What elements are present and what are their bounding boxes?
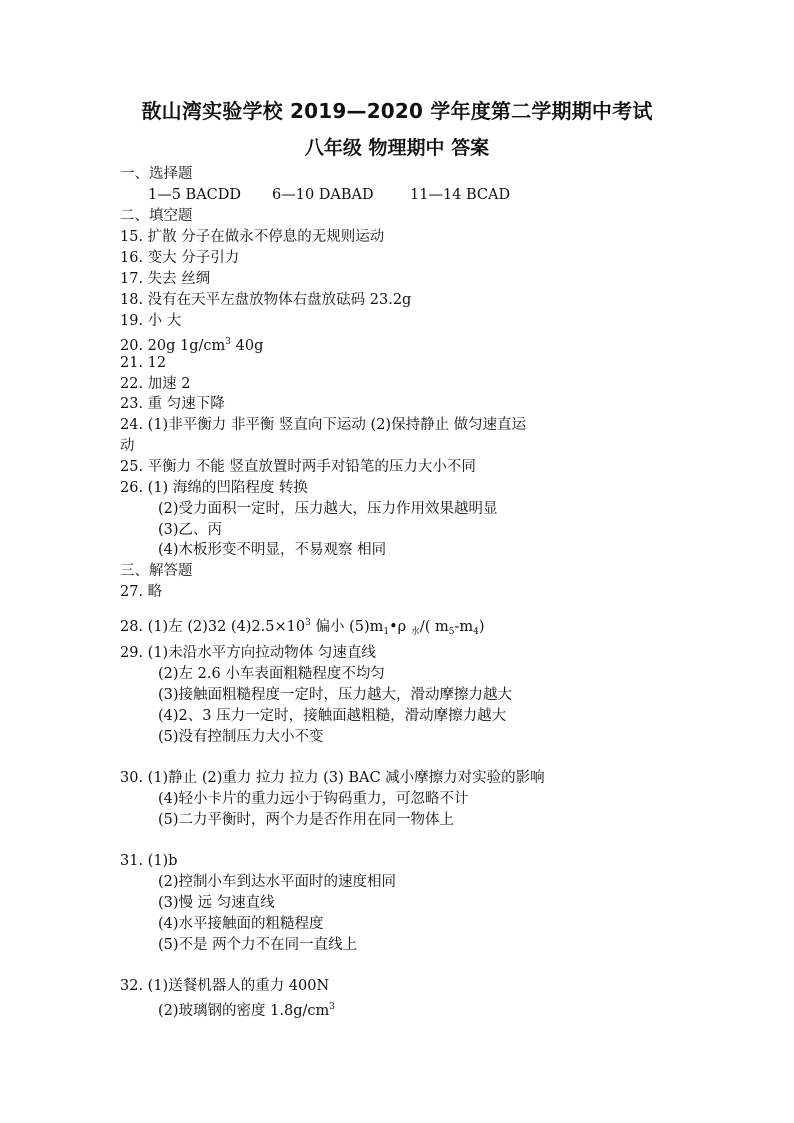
answer-20: 20. 20g $1g/cm^3$ 40g — [120, 337, 264, 354]
answer-30-part1: 30. (1)静止 (2)重力 拉力 拉力 (3) BAC 减小摩擦力对实验的影响 — [120, 770, 545, 786]
section-heading-solve: 三、解答题 — [120, 563, 193, 579]
answer-31-part1: 31. (1)b — [120, 853, 178, 869]
answer-30-part2: (4)轻小卡片的重力远小于钩码重力，可忽略不计 — [158, 791, 469, 807]
answer-19: 19. 小 大 — [120, 313, 182, 329]
answer-27: 27. 略 — [120, 584, 163, 600]
answer-31-part2: (2)控制小车到达水平面时的速度相同 — [158, 874, 397, 890]
section-heading-choice: 一、选择题 — [120, 166, 193, 182]
answer-31-part5: (5)不是 两个力不在同一直线上 — [158, 937, 358, 953]
answer-17: 17. 失去 丝绸 — [120, 271, 211, 287]
answer-15: 15. 扩散 分子在做永不停息的无规则运动 — [120, 229, 385, 245]
answer-21: 21. 12 — [120, 355, 167, 371]
mc-answers-1: 1—5 BACDD — [148, 187, 242, 203]
answer-32-part1: 32. (1)送餐机器人的重力 400N — [120, 978, 330, 994]
answer-24-line2: 动 — [120, 438, 135, 454]
answer-16: 16. 变大 分子引力 — [120, 250, 240, 266]
answer-31-part3: (3)慢 远 匀速直线 — [158, 895, 275, 911]
page-title: 敔山湾实验学校 2019—2020 学年度第二学期期中考试 — [141, 99, 653, 123]
mc-answers-3: 11—14 BCAD — [410, 187, 511, 203]
answer-26-part3: (3)乙、丙 — [158, 522, 223, 538]
answer-24-line1: 24. (1)非平衡力 非平衡 竖直向下运动 (2)保持静止 做匀速直运 — [120, 417, 527, 433]
answer-26-part2: (2)受力面积一定时，压力越大，压力作用效果越明显 — [158, 501, 498, 517]
answer-29-part5: (5)没有控制压力大小不变 — [158, 729, 324, 745]
answer-29-part2: (2)左 2.6 小车表面粗糙程度不均匀 — [158, 666, 385, 682]
answer-32-part2: (2)玻璃钢的密度 $1.8g/cm^3$ — [158, 1002, 335, 1019]
section-heading-fill: 二、填空题 — [120, 208, 193, 224]
answer-29-part3: (3)接触面粗糙程度一定时，压力越大，滑动摩擦力越大 — [158, 687, 513, 703]
answer-29-part1: 29. (1)未沿水平方向拉动物体 匀速直线 — [120, 645, 376, 661]
answer-28: 28. (1)左 (2)32 $(4)2.5\times 10^3$ 偏小 $(5)m_1•\rho$ $_水$/( $m_5-m_4$) — [120, 618, 485, 637]
answer-18: 18. 没有在天平左盘放物体右盘放砝码 23.2g — [120, 292, 412, 308]
answer-23: 23. 重 匀速下降 — [120, 396, 225, 412]
page-subtitle: 八年级 物理期中 答案 — [304, 137, 490, 159]
answer-25: 25. 平衡力 不能 竖直放置时两手对铅笔的压力大小不同 — [120, 459, 476, 475]
mc-answers-2: 6—10 DABAD — [272, 187, 374, 203]
answer-29-part4: (4)2、3 压力一定时，接触面越粗糙，滑动摩擦力越大 — [158, 708, 507, 724]
answer-26-part1: 26. (1) 海绵的凹陷程度 转换 — [120, 480, 308, 496]
answer-22: 22. 加速 2 — [120, 376, 191, 392]
answer-30-part3: (5)二力平衡时，两个力是否作用在同一物体上 — [158, 812, 455, 828]
answer-31-part4: (4)水平接触面的粗糙程度 — [158, 916, 324, 932]
answer-26-part4: (4)木板形变不明显，不易观察 相同 — [158, 542, 387, 558]
